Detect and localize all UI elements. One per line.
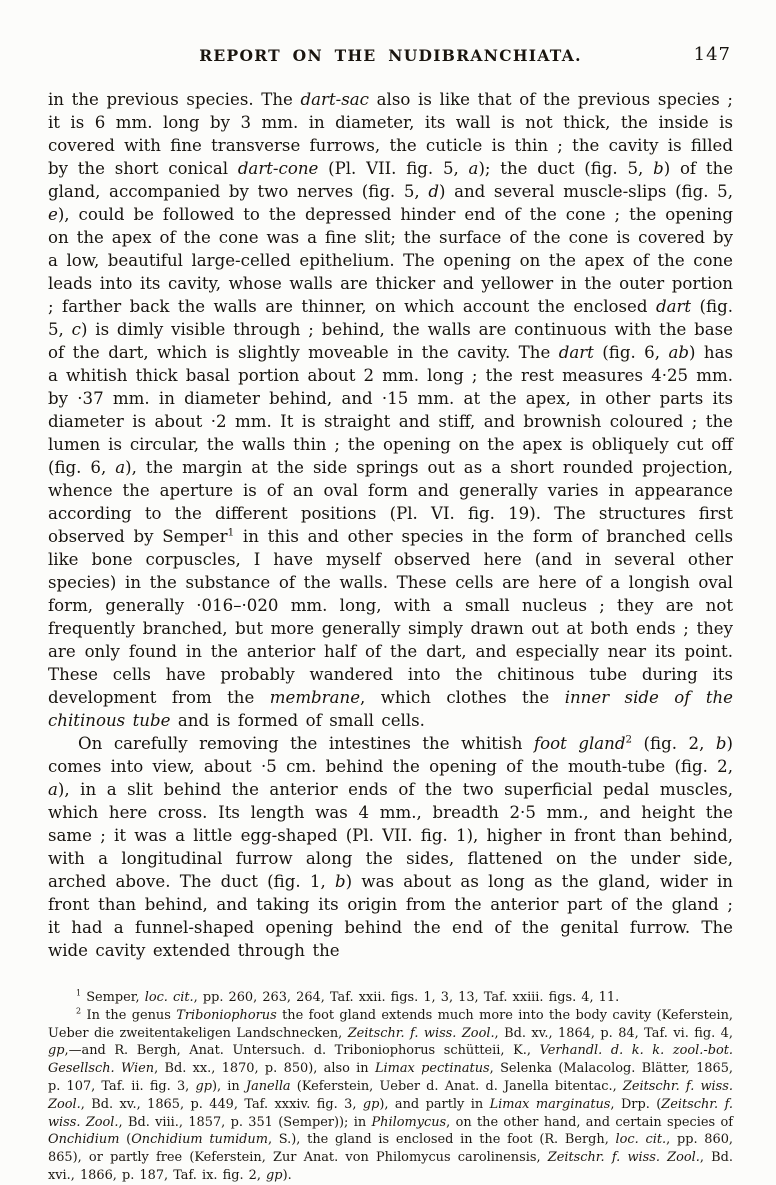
paragraph-foot-gland: On carefully removing the intestines the whitish foot gland$^2$ (fig. 2, b) comes into view, about ·5 cm. behind the opening of the mouth-tube (fig. 2, a), in a slit behind the anterior ends of the two superficial pedal muscles, which here cross. Its length was 4 mm., breadth 2·5 mm., and height the same ; it was a little egg-shaped (Pl. VII. fig. 1), higher in front than behind, with a longitudinal furrow along the sides, flattened on the under side, arched above. The duct (fig. 1, b) was about as long as the gland, wider in front than behind, and taking its origin from the anterior part of the gland ; it had a funnel-shaped opening behind the end of the genital furrow. The wide cavity extended through the [48, 733, 734, 960]
running-title: REPORT ON THE NUDIBRANCHIATA. [199, 46, 582, 65]
page-number: 147 [693, 44, 731, 65]
footnote-2: $^2$ In the genus Triboniophorus the foot gland extends much more into the body cavity (Keferstein, Ueber die zweitentakeligen Landschnecken, Zeitschr. f. wiss. Zool., Bd. xv., 1864, p. 84, Taf. vi. fig. 4, gp,—and R. Bergh, Anat. Untersuch. d. Triboniophorus schütteii, K., Verhandl. d. k. k. zool.-bot. Gesellsch. Wien, Bd. xx., 1870, p. 850), also in Limax pectinatus, Selenka (Malacolog. Blätter, 1865, p. 107, Taf. ii. fig. 3, gp), in Janella (Keferstein, Ueber d. Anat. d. Janella bitentac., Zeitschr. f. wiss. Zool., Bd. xv., 1865, p. 449, Taf. xxxiv. fig. 3, gp), and partly in Limax marginatus, Drp. (Zeitschr. f. wiss. Zool., Bd. viii., 1857, p. 351 (Semper)); in Philomycus, on the other hand, and certain species of Onchidium (Onchidium tumidum, S.), the gland is enclosed in the foot (R. Bergh, loc. cit., pp. 860, 865), or partly free (Keferstein, Zur Anat. von Philomycus carolinensis, Zeitschr. f. wiss. Zool., Bd. xvi., 1866, p. 187, Taf. ix. fig. 2, gp). [48, 1006, 734, 1183]
paragraph-dart-sac: in the previous species. The dart-sac also is like that of the previous species ; it is 6 mm. long by 3 mm. in diameter, its wall is not thick, the inside is covered with fine transverse furrows, the cuticle is thin ; the cavity is filled by the short conical dart-cone (Pl. VII. fig. 5, a); the duct (fig. 5, b) of the gland, accompanied by two nerves (fig. 5, d) and several muscle-slips (fig. 5, e), could be followed to the depressed hinder end of the cone ; the opening on the apex of the cone was a fine slit; the surface of the cone is covered by a low, beautiful large-celled epithelium. The opening on the apex of the cone leads into its cavity, whose walls are thicker and yellower in the outer portion ; farther back the walls are thinner, on which account the enclosed dart (fig. 5, c) is dimly visible through ; behind, the walls are continuous with the base of the dart, which is slightly moveable in the cavity. The dart (fig. 6, ab) has a whitish thick basal portion about 2 mm. long ; the rest measures 4·25 mm. by ·37 mm. in diameter behind, and ·15 mm. at the apex, in other parts its diameter is about ·2 mm. It is straight and stiff, and brownish coloured ; the lumen is circular, the walls thin ; the opening on the apex is obliquely cut off (fig. 6, a), the margin at the side springs out as a short rounded projection, whence the aperture is of an oval form and generally varies in appearance according to the different positions (Pl. VI. fig. 19). The structures first observed by Semper$^1$ in this and other species in the form of branched cells like bone corpuscles, I have myself observed here (and in several other species) in the substance of the walls. These cells are here of a longish oval form, generally ·016–·020 mm. long, with a small nucleus ; they are not frequently branched, but more generally simply drawn out at both ends ; they are only found in the anterior half of the dart, and especially near its point. These cells have probably wandered into the chitinous tube during its development from the membrane, which clothes the inner side of the chitinous tube and is formed of small cells. [48, 90, 734, 730]
footnotes-section [48, 989, 733, 1185]
footnote-1: $^1$ Semper, loc. cit., pp. 260, 263, 264, Taf. xxii. figs. 1, 3, 13, Taf. xxiii. figs. 4, 11. [76, 988, 620, 1005]
page-header [48, 46, 733, 66]
main-text [48, 88, 733, 962]
